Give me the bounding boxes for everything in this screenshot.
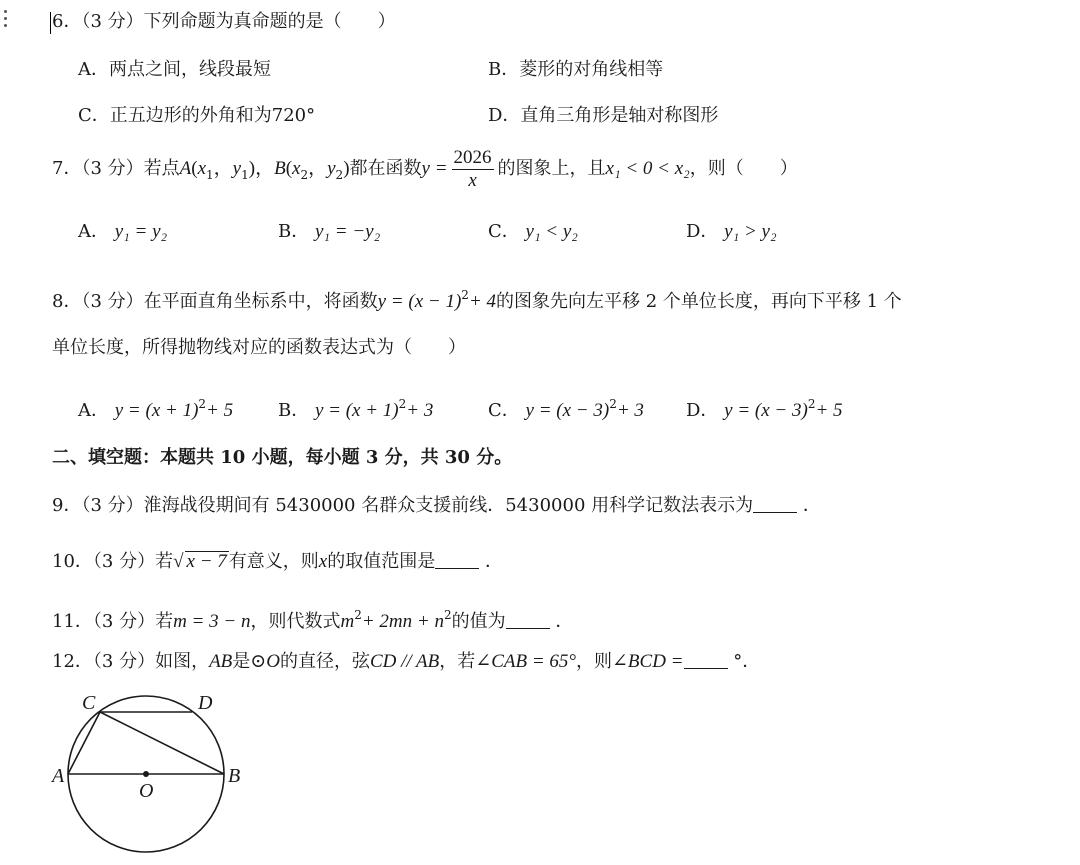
geometry-figure (40, 685, 260, 863)
q6-option-c: C．正五边形的外角和为720° (78, 105, 316, 126)
q7-option-b: B． y₁ = −y₂ (278, 221, 381, 242)
q6-option-a: A．两点之间，线段最短 (78, 59, 271, 80)
q12-stem: 12．（3 分）如图，AB是⊙O的直径，弦CD // AB，若∠CAB = 65°，则∠BCD = °． (52, 648, 760, 674)
q6-stem: 6．（3 分）下列命题为真命题的是（ ） (52, 11, 396, 32)
answer-blank[interactable] (684, 648, 728, 669)
q8-option-b: B． $y = (x + 1)^2+ 3$ (278, 397, 434, 421)
q6-option-d: D．直角三角形是轴对称图形 (488, 105, 719, 126)
segment-ca (68, 712, 100, 774)
answer-blank[interactable] (506, 608, 550, 629)
q7-option-c: C． y₁ < y₂ (488, 221, 578, 242)
q8-stem-line2: 单位长度，所得抛物线对应的函数表达式为（ ） (52, 337, 466, 358)
q7-option-d: D． y₁ > y₂ (686, 221, 777, 242)
fraction: $\frac{2026}{x}$ (453, 146, 492, 191)
q8-option-d: D． $y = (x - 3)^2+ 5$ (686, 397, 843, 421)
label-c: C (82, 692, 96, 714)
label-b: B (228, 765, 241, 787)
center-point (143, 771, 149, 777)
answer-blank[interactable] (435, 548, 479, 569)
label-o: O (139, 780, 154, 802)
section-heading: 二、填空题：本题共 10 小题，每小题 3 分，共 30 分。 (52, 447, 513, 468)
drag-handle-icon[interactable] (4, 10, 8, 31)
q6-option-b: B．菱形的对角线相等 (488, 59, 664, 80)
answer-blank[interactable] (753, 492, 797, 513)
label-a: A (52, 765, 65, 787)
text-cursor (50, 12, 51, 34)
radical: x − 7 (186, 551, 227, 572)
q7-option-a: A． y₁ = y₂ (78, 221, 168, 242)
q10-stem: 10．（3 分）若√ x − 7 有意义，则x的取值范围是 ． (52, 548, 503, 574)
q11-stem: 11．（3 分）若m = 3 − n，则代数式$m^2+ 2mn + n^2$的值为 ． (52, 608, 574, 632)
q8-stem-line1: 8．（3 分）在平面直角坐标系中，将函数$y = (x - 1)^2+ 4$的图象先向左平移 2 个单位长度，再向下平移 1 个 (52, 288, 902, 312)
q9-stem: 9．（3 分）淮海战役期间有 5430000 名群众支援前线．5430000 用科学记数法表示为 ． (52, 492, 821, 518)
segment-cb (100, 712, 224, 774)
q8-option-c: C． $y = (x - 3)^2+ 3$ (488, 397, 644, 421)
label-d: D (198, 692, 213, 714)
q7-stem: 7．（3 分）若点$A(x_1$，$y_1$)，$B(x_2$，$y_2$)都在函数y = $\frac{2026}{x}$ 的图象上，且x₁ < 0 < x₂，则（ ） (52, 146, 798, 191)
q8-option-a: A． $y = (x + 1)^2+ 5$ (78, 397, 234, 421)
